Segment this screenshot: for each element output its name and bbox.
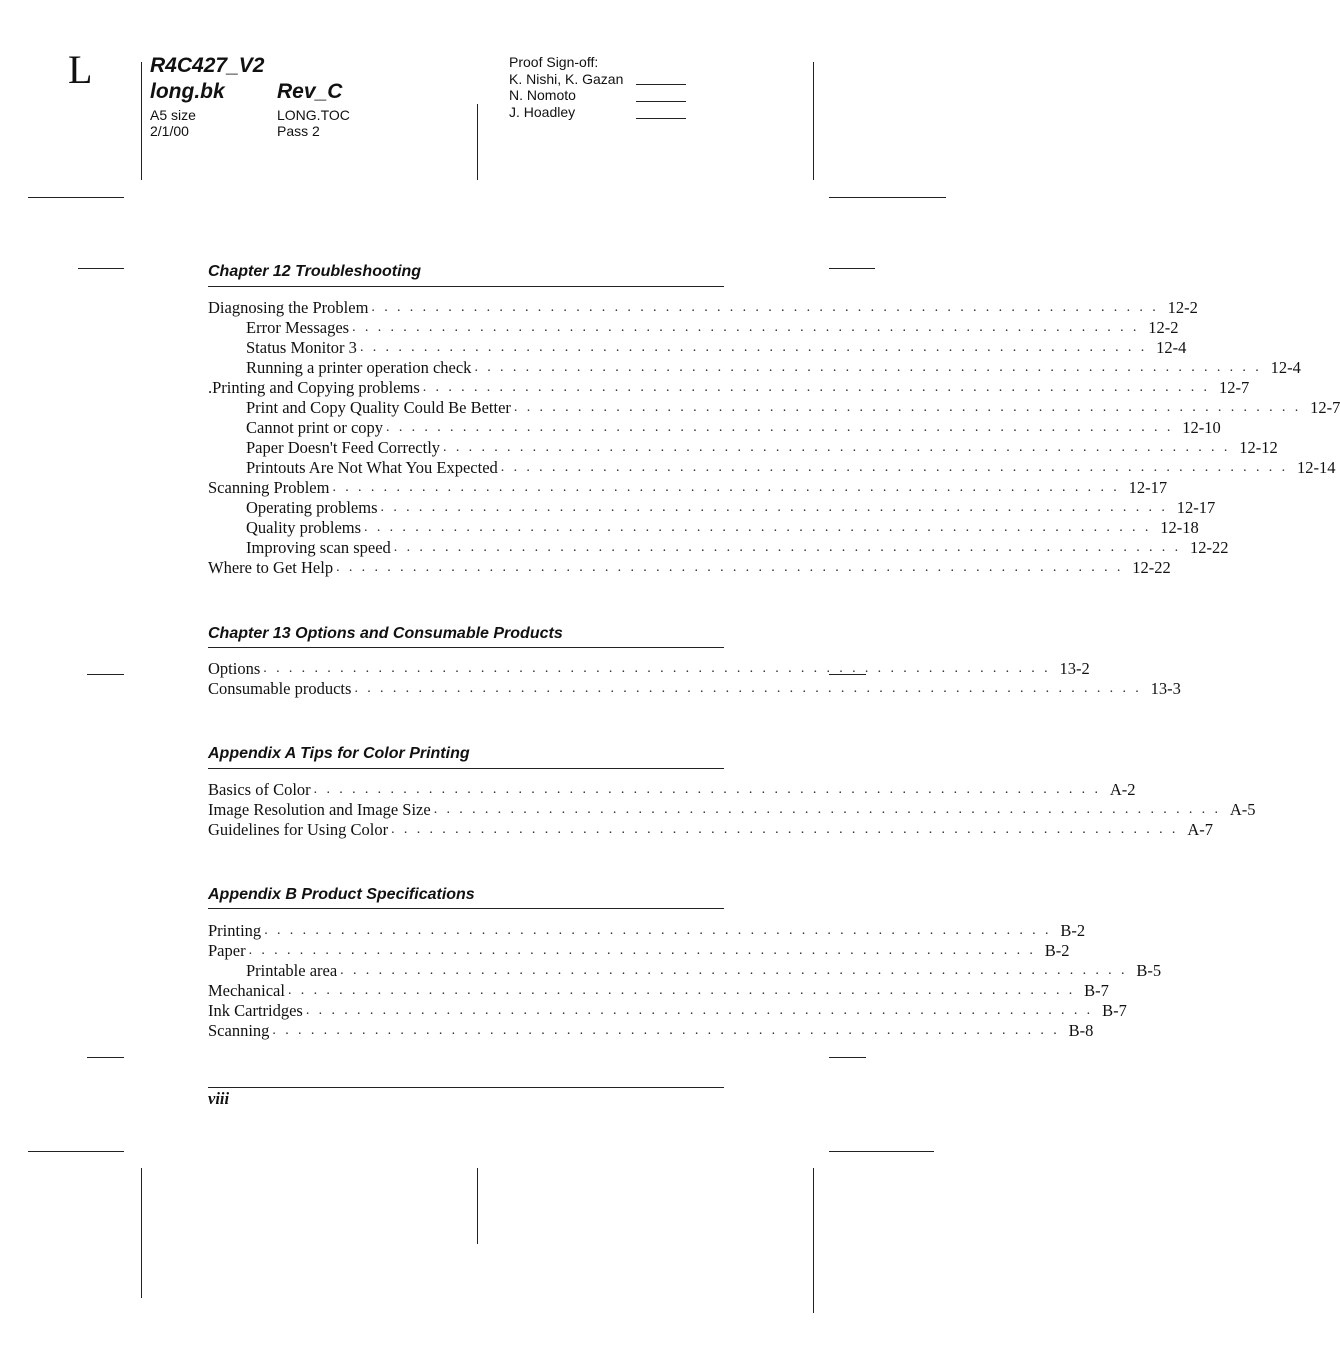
header-file-name: LONG.TOC	[277, 107, 350, 123]
dot-leader: . . . . . . . . . . . . . . . . . . . . . . . . . . . . . . . . . . . . . . . . . . . . . . . . . . . . . . . . . . . . . .	[340, 963, 1128, 978]
crop-mark	[829, 1057, 866, 1058]
toc-entry-title: Options	[208, 659, 261, 678]
toc-entry-page: 13-2	[1059, 659, 1090, 678]
crop-mark	[141, 62, 142, 180]
toc-entry-page: A-5	[1229, 800, 1256, 819]
toc-entry[interactable]	[208, 921, 1086, 941]
toc-entry[interactable]	[208, 780, 1136, 800]
toc-entry[interactable]	[208, 418, 1221, 438]
toc-entry-title: Diagnosing the Problem	[208, 298, 369, 317]
header-date: 2/1/00	[150, 123, 189, 139]
toc-entry-page: 12-4	[1156, 338, 1187, 357]
toc-entry[interactable]	[208, 941, 1070, 961]
toc-entry-page: B-8	[1068, 1021, 1094, 1040]
header-title: R4C427_V2	[150, 54, 265, 77]
toc-entry-page: 12-7	[1310, 398, 1340, 417]
toc-entry[interactable]	[208, 1001, 1127, 1021]
toc-entry-title: Quality problems	[246, 518, 362, 537]
toc-entry-page: 12-14	[1296, 458, 1336, 477]
signoff-name: N. Nomoto	[509, 87, 576, 103]
crop-mark	[28, 1151, 124, 1152]
dot-leader: . . . . . . . . . . . . . . . . . . . . . . . . . . . . . . . . . . . . . . . . . . . . . . . . . . . . . . . . . . . . . .	[364, 520, 1152, 535]
toc-entry-title: Basics of Color	[208, 780, 311, 799]
crop-mark	[477, 1168, 478, 1244]
toc-entry-page: 12-17	[1128, 478, 1168, 497]
dot-leader: . . . . . . . . . . . . . . . . . . . . . . . . . . . . . . . . . . . . . . . . . . . . . . . . . . . . . . . . . . . . . .	[433, 802, 1221, 817]
crop-mark	[87, 674, 124, 675]
crop-mark	[813, 62, 814, 180]
dot-leader: . . . . . . . . . . . . . . . . . . . . . . . . . . . . . . . . . . . . . . . . . . . . . . . . . . . . . . . . . . . . . .	[354, 681, 1142, 696]
toc-entry-page: A-2	[1109, 780, 1136, 799]
toc-entry[interactable]	[208, 378, 1250, 398]
toc-entry[interactable]	[208, 318, 1179, 338]
toc-entry[interactable]	[208, 338, 1187, 358]
dot-leader: . . . . . . . . . . . . . . . . . . . . . . . . . . . . . . . . . . . . . . . . . . . . . . . . . . . . . . . . . . . . . .	[513, 400, 1302, 415]
header-pass: Pass 2	[277, 123, 320, 139]
toc-entry-page: 12-7	[1218, 378, 1250, 397]
toc-entry[interactable]	[208, 981, 1109, 1001]
toc-entry[interactable]	[208, 398, 1340, 418]
page-side-mark: L	[68, 47, 93, 92]
toc-entry-page: B-2	[1044, 941, 1070, 960]
section-title: Appendix A Tips for Color Printing	[208, 745, 470, 762]
toc-entry-title: Paper	[208, 941, 246, 960]
crop-mark	[78, 268, 124, 269]
header-book-name: long.bk	[150, 80, 225, 103]
toc-entry-page: 12-18	[1160, 518, 1199, 537]
toc-entry-page: 12-4	[1270, 358, 1301, 377]
dot-leader: . . . . . . . . . . . . . . . . . . . . . . . . . . . . . . . . . . . . . . . . . . . . . . . . . . . . . . . . . . . . . .	[272, 1023, 1060, 1038]
toc-entry[interactable]	[208, 438, 1278, 458]
toc-entry-title: Print and Copy Quality Could Be Better	[246, 398, 511, 417]
dot-leader: . . . . . . . . . . . . . . . . . . . . . . . . . . . . . . . . . . . . . . . . . . . . . . . . . . . . . . . . . . . . . .	[443, 440, 1231, 455]
toc-entry-title: Ink Cartridges	[208, 1001, 303, 1020]
crop-mark	[813, 1168, 814, 1313]
dot-leader: . . . . . . . . . . . . . . . . . . . . . . . . . . . . . . . . . . . . . . . . . . . . . . . . . . . . . . . . . . . . . .	[393, 540, 1181, 555]
toc-entry-page: B-7	[1102, 1001, 1127, 1020]
dot-leader: . . . . . . . . . . . . . . . . . . . . . . . . . . . . . . . . . . . . . . . . . . . . . . . . . . . . . . . . . . . . . .	[263, 661, 1051, 676]
toc-entry[interactable]	[208, 458, 1336, 478]
section-rule	[208, 286, 724, 287]
toc-entry[interactable]	[208, 659, 1090, 679]
header-paper-size: A5 size	[150, 107, 196, 123]
crop-mark	[477, 104, 478, 180]
toc-entry-title: Consumable products	[208, 679, 352, 698]
toc-entry-title: Image Resolution and Image Size	[208, 800, 431, 819]
toc-entry[interactable]	[208, 820, 1213, 840]
toc-entry[interactable]	[208, 961, 1162, 981]
signoff-line	[636, 84, 686, 85]
toc-entry[interactable]	[208, 679, 1181, 699]
signoff-name: K. Nishi, K. Gazan	[509, 71, 624, 87]
dot-leader: . . . . . . . . . . . . . . . . . . . . . . . . . . . . . . . . . . . . . . . . . . . . . . . . . . . . . . . . . . . . . .	[352, 320, 1140, 335]
toc-entry-page: 12-2	[1167, 298, 1198, 317]
crop-mark	[829, 1151, 934, 1152]
toc-entry-page: 13-3	[1150, 679, 1181, 698]
toc-entry-title: Printable area	[246, 961, 338, 980]
header-revision: Rev_C	[277, 80, 343, 103]
toc-entry-title: Guidelines for Using Color	[208, 820, 389, 839]
toc-entry-page: 12-22	[1190, 538, 1229, 557]
toc-entry[interactable]	[208, 518, 1199, 538]
toc-list	[208, 780, 1256, 840]
signoff-line	[636, 101, 686, 102]
signoff-name: J. Hoadley	[509, 104, 576, 120]
toc-entry[interactable]	[208, 1021, 1094, 1041]
toc-entry-title: Mechanical	[208, 981, 285, 1000]
dot-leader: . . . . . . . . . . . . . . . . . . . . . . . . . . . . . . . . . . . . . . . . . . . . . . . . . . . . . . . . . . . . . .	[305, 1003, 1094, 1018]
toc-entry-page: A-7	[1187, 820, 1213, 839]
toc-entry-page: 12-2	[1148, 318, 1179, 337]
dot-leader: . . . . . . . . . . . . . . . . . . . . . . . . . . . . . . . . . . . . . . . . . . . . . . . . . . . . . . . . . . . . . .	[248, 943, 1036, 958]
toc-entry-page: B-5	[1136, 961, 1162, 980]
dot-leader: . . . . . . . . . . . . . . . . . . . . . . . . . . . . . . . . . . . . . . . . . . . . . . . . . . . . . . . . . . . . . .	[332, 480, 1120, 495]
dot-leader: . . . . . . . . . . . . . . . . . . . . . . . . . . . . . . . . . . . . . . . . . . . . . . . . . . . . . . . . . . . . . .	[391, 822, 1179, 837]
dot-leader: . . . . . . . . . . . . . . . . . . . . . . . . . . . . . . . . . . . . . . . . . . . . . . . . . . . . . . . . . . . . . .	[500, 460, 1288, 475]
toc-entry[interactable]	[208, 498, 1216, 518]
toc-entry-page: 12-12	[1239, 438, 1278, 457]
signoff-line	[636, 118, 686, 119]
toc-entry-title: Scanning	[208, 1021, 270, 1040]
signoff-title: Proof Sign-off:	[509, 54, 599, 70]
section-title: Appendix B Product Specifications	[208, 886, 475, 903]
toc-entry[interactable]	[208, 358, 1301, 378]
toc-entry-page: 12-17	[1176, 498, 1216, 517]
section-rule	[208, 647, 724, 648]
section-title: Chapter 13 Options and Consumable Products	[208, 625, 563, 642]
dot-leader: . . . . . . . . . . . . . . . . . . . . . . . . . . . . . . . . . . . . . . . . . . . . . . . . . . . . . . . . . . . . . .	[313, 782, 1101, 797]
toc-entry-page: B-2	[1060, 921, 1086, 940]
crop-mark	[87, 1057, 124, 1058]
dot-leader: . . . . . . . . . . . . . . . . . . . . . . . . . . . . . . . . . . . . . . . . . . . . . . . . . . . . . . . . . . . . . .	[287, 983, 1076, 998]
toc-entry-page: 12-22	[1132, 558, 1171, 577]
dot-leader: . . . . . . . . . . . . . . . . . . . . . . . . . . . . . . . . . . . . . . . . . . . . . . . . . . . . . . . . . . . . . .	[264, 923, 1052, 938]
toc-entry-title: Where to Get Help	[208, 558, 334, 577]
toc-entry-title: Operating problems	[246, 498, 378, 517]
toc-entry[interactable]	[208, 538, 1229, 558]
toc-entry[interactable]	[208, 478, 1168, 498]
toc-entry[interactable]	[208, 558, 1171, 578]
dot-leader: . . . . . . . . . . . . . . . . . . . . . . . . . . . . . . . . . . . . . . . . . . . . . . . . . . . . . . . . . . . . . .	[386, 420, 1174, 435]
section-rule	[208, 908, 724, 909]
toc-entry-title: .Printing and Copying problems	[208, 378, 420, 397]
dot-leader: . . . . . . . . . . . . . . . . . . . . . . . . . . . . . . . . . . . . . . . . . . . . . . . . . . . . . . . . . . . . . .	[371, 300, 1159, 315]
toc-entry-title: Status Monitor 3	[246, 338, 357, 357]
toc-entry-title: Scanning Problem	[208, 478, 330, 497]
section-rule	[208, 768, 724, 769]
toc-entry-page: 12-10	[1182, 418, 1221, 437]
toc-entry-page: B-7	[1084, 981, 1109, 1000]
toc-list	[208, 921, 1162, 1041]
dot-leader: . . . . . . . . . . . . . . . . . . . . . . . . . . . . . . . . . . . . . . . . . . . . . . . . . . . . . . . . . . . . . .	[474, 360, 1262, 375]
crop-mark	[829, 268, 875, 269]
toc-entry-title: Improving scan speed	[246, 538, 391, 557]
toc-entry[interactable]	[208, 800, 1256, 820]
dot-leader: . . . . . . . . . . . . . . . . . . . . . . . . . . . . . . . . . . . . . . . . . . . . . . . . . . . . . . . . . . . . . .	[336, 560, 1124, 575]
toc-list	[208, 659, 1181, 699]
crop-mark	[141, 1168, 142, 1298]
toc-entry-title: Printouts Are Not What You Expected	[246, 458, 498, 477]
toc-entry-title: Cannot print or copy	[246, 418, 384, 437]
toc-entry-title: Running a printer operation check	[246, 358, 472, 377]
dot-leader: . . . . . . . . . . . . . . . . . . . . . . . . . . . . . . . . . . . . . . . . . . . . . . . . . . . . . . . . . . . . . .	[380, 500, 1168, 515]
toc-entry-title: Error Messages	[246, 318, 350, 337]
section-title: Chapter 12 Troubleshooting	[208, 263, 422, 280]
toc-entry-title: Printing	[208, 921, 262, 940]
dot-leader: . . . . . . . . . . . . . . . . . . . . . . . . . . . . . . . . . . . . . . . . . . . . . . . . . . . . . . . . . . . . . .	[359, 340, 1148, 355]
crop-mark	[829, 197, 946, 198]
crop-mark	[28, 197, 124, 198]
footer-rule	[208, 1087, 724, 1088]
toc-entry-title: Paper Doesn't Feed Correctly	[246, 438, 441, 457]
page-number: viii	[208, 1089, 230, 1108]
dot-leader: . . . . . . . . . . . . . . . . . . . . . . . . . . . . . . . . . . . . . . . . . . . . . . . . . . . . . . . . . . . . . .	[422, 380, 1210, 395]
toc-entry[interactable]	[208, 298, 1198, 318]
toc-list	[208, 298, 1340, 578]
